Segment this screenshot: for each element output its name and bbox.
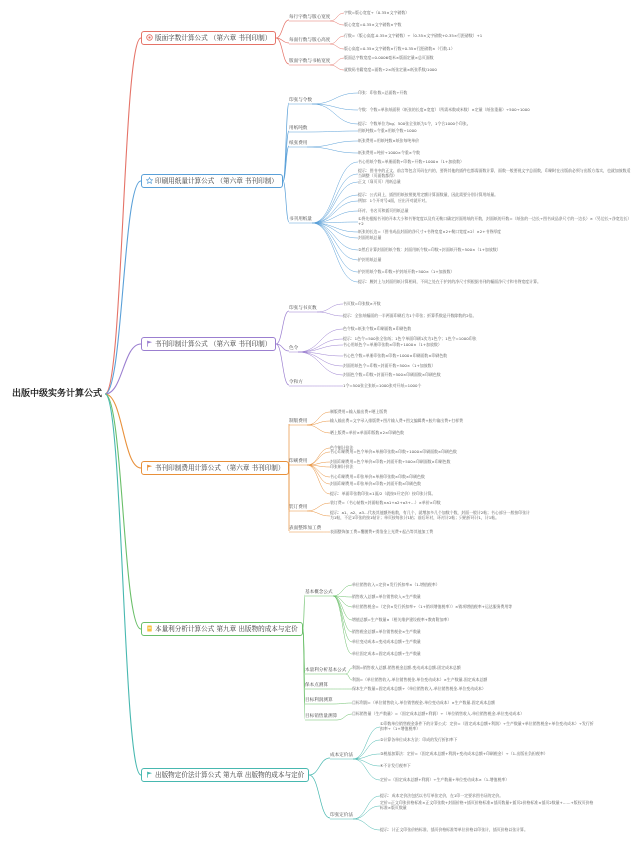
- node-label: ①将先根据书刊的开本大小和书脊宽度以及有无勒口确定封面用纸的开数，封面纸的开数=（纸张的一边长÷图书成品净尺寸的一边长）×（另边长÷净宽边长）+2: [358, 216, 632, 226]
- connector: [307, 141, 358, 147]
- leaf-node[interactable]: [330, 475, 425, 480]
- connector: [105, 38, 141, 394]
- leaf-node[interactable]: [358, 139, 419, 144]
- leaf-node[interactable]: [344, 56, 434, 61]
- node-label: 目标销售量测算: [305, 714, 338, 719]
- node-label: 版面字数计算公式 （第六章 书刊印制）: [155, 34, 272, 42]
- node-label: 制版费用=输入输出费+晒上版费: [330, 408, 388, 414]
- node-label: 印张定价法: [330, 813, 353, 818]
- node-label: 定价=正文印张价格标准×正文印张数+封面价格+插页价格标准×插页数量+插页2价格标准×插页2数量+……+版权页价格标准×版页数量: [380, 800, 594, 810]
- leaf-node[interactable]: [343, 327, 411, 332]
- node-label: 出版中级实务计算公式: [12, 388, 103, 399]
- node-label: 环衬、书名页和插页用纸总量: [358, 207, 409, 213]
- node-label: 封面色令数=印数÷封面开数÷500×印刷面数×印刷色数: [343, 371, 441, 377]
- node-label: 提示：令数单位为kg；500张全张纸为1令，1令合1000个印张。: [358, 120, 471, 126]
- leaf-node[interactable]: [358, 91, 407, 96]
- subsection-node[interactable]: [305, 668, 346, 674]
- node-label: 就数码书籍宽度=面数÷2×纸张定量×纸张系数/1000: [344, 66, 437, 72]
- leaf-node[interactable]: [343, 302, 381, 307]
- leaf-node[interactable]: [352, 652, 421, 657]
- connector: [307, 131, 358, 132]
- subsection-node[interactable]: [289, 526, 321, 532]
- connector: [330, 65, 344, 70]
- leaf-node[interactable]: [343, 354, 447, 359]
- node-label: 1令=500张全张纸=1000张对开纸=1000个: [343, 382, 422, 388]
- connector: [330, 36, 344, 44]
- leaf-node[interactable]: [343, 384, 421, 389]
- leaf-node[interactable]: [380, 801, 595, 811]
- connector: [276, 344, 289, 385]
- leaf-node[interactable]: [344, 47, 455, 52]
- section-node[interactable]: [141, 174, 283, 188]
- leaf-node[interactable]: [358, 122, 471, 127]
- section-node[interactable]: [141, 337, 276, 351]
- connector: [283, 181, 289, 222]
- subsection-node[interactable]: [289, 217, 312, 223]
- node-label: 色令制计价法: [330, 444, 354, 450]
- node-label: 每面行数与版心高度: [289, 38, 331, 43]
- node-label: 书心用纸色令=单册印张数×印数÷1000×（1+加放数）: [343, 341, 442, 347]
- node-label: 出版物定价法计算公式 第九章 出版物的成本与定价: [155, 771, 305, 779]
- node-label: 利润=（单位销售收入-单位销售税金-单位变动成本）×生产数量-固定成本总额: [352, 676, 488, 682]
- subsection-node[interactable]: [289, 346, 298, 352]
- connector: [298, 352, 343, 375]
- node-label: 纸张费用=用纸吨数×纸张每吨单价: [358, 137, 419, 143]
- node-label: 单位变动成本=变动成本总额÷生产数量: [352, 638, 421, 644]
- node-label: 本量利分析基本公式: [305, 668, 347, 673]
- leaf-node[interactable]: [352, 640, 421, 645]
- document-icon: [146, 625, 153, 632]
- subsection-node[interactable]: [289, 380, 303, 386]
- node-label: 增值总额=生产数量×（相关维护建设税率+教育附加率）: [352, 616, 452, 622]
- leaf-node[interactable]: [380, 828, 528, 833]
- connector: [333, 596, 352, 654]
- leaf-node[interactable]: [358, 217, 632, 227]
- connector: [307, 511, 330, 516]
- leaf-node[interactable]: [352, 583, 440, 588]
- leaf-node[interactable]: [380, 794, 503, 799]
- node-label: 行数=（版心高度-0.35×文字磅数）÷（0.35×文字磅数+0.35×行距磅数）+1: [344, 32, 483, 38]
- leaf-node[interactable]: [358, 169, 632, 179]
- node-label: 晒上版费=单价×单面印版数×2×印刷色数: [330, 429, 404, 435]
- subsection-node[interactable]: [305, 714, 337, 720]
- leaf-node[interactable]: [352, 630, 421, 635]
- node-label: 书刊用纸量: [289, 217, 312, 222]
- node-label: 令数：令数=单张纸面积（纸张的长度×宽度）（所需米数或米数）×定量（纸张重量）÷500÷1000: [358, 106, 530, 112]
- node-label: 令和方: [289, 380, 303, 385]
- subsection-node[interactable]: [330, 813, 353, 819]
- leaf-node[interactable]: [358, 160, 464, 165]
- connector: [330, 58, 344, 65]
- node-label: 提示：a1、a2、a3…代表其他额外帖数，有几个，就增加多几个加数个数，封面一般计2帖；书心部分一般按印张计为1帖，不足1印张的按1帖计；单页按每张计1帖；前后环衬，环衬计2帖；只粘折环计1，计1帖。: [330, 510, 530, 520]
- node-label: 利润=销售收入总额-销售税金总额-变动成本总额-固定成本总额: [352, 664, 461, 670]
- node-label: 书心色令数=单册印张数×印数÷1000×印刷面数×印刷色数: [343, 352, 448, 358]
- connector: [312, 162, 358, 223]
- section-node[interactable]: [141, 461, 289, 475]
- connector: [276, 20, 289, 38]
- node-label: 用纸吨数: [289, 126, 308, 131]
- subsection-node[interactable]: [289, 459, 307, 465]
- node-label: 提示：单面印张数印张×1面/2（就按5开定价）按印张计算。: [330, 490, 436, 496]
- connector: [307, 425, 330, 433]
- node-label: 印张与书页数: [289, 306, 317, 311]
- node-label: 销售税金总额=单位销售税金×生产数量: [352, 628, 421, 634]
- connector: [312, 174, 358, 223]
- node-label: 提示：成本定价法包括以书写单张定价，在1印一定要求图书证的定价。: [380, 792, 504, 798]
- leaf-node[interactable]: [343, 364, 435, 369]
- subsection-node[interactable]: [289, 141, 307, 147]
- leaf-node[interactable]: [344, 34, 482, 39]
- leaf-node[interactable]: [380, 722, 595, 732]
- node-label: 销售收入总额=单位销售收入×生产数量: [352, 593, 421, 599]
- connector: [309, 758, 330, 775]
- connector: [353, 759, 380, 766]
- node-label: ④不计发行税率下: [380, 762, 411, 768]
- connector: [312, 223, 358, 282]
- node-label: 版心宽度=0.35×文字磅数×字数: [344, 21, 402, 27]
- connector: [330, 21, 344, 25]
- leaf-node[interactable]: [330, 431, 404, 436]
- node-label: 每行字数与版心宽度: [289, 15, 331, 20]
- leaf-node[interactable]: [358, 151, 420, 156]
- connector: [312, 93, 358, 104]
- connector: [333, 585, 352, 596]
- node-label: 书心用纸令数=单册面数÷印数÷开数÷1000×（1+加放数）: [358, 158, 464, 164]
- leaf-node[interactable]: [330, 410, 387, 415]
- node-label: 书页数=印张数×开数: [343, 300, 381, 306]
- connector: [307, 503, 330, 511]
- section-node[interactable]: [141, 622, 303, 636]
- node-label: 提示：图书中的正文、前言等包含页码在内的，要将其他的插件也都需面数计算，面数一般要视文字总面数，印刷时在出版前必须与出版方落实，也就加放数适当调整（页面数都得）: [358, 168, 631, 178]
- node-label: 书心印刷费用=印张单价×单册印张数×印数×印刷色数: [330, 473, 425, 479]
- connector: [333, 703, 352, 704]
- node-label: 版面总字数宽度=0.0006毫米×版面定量×总页面数: [344, 54, 434, 60]
- leaf-node[interactable]: [330, 450, 457, 455]
- node-label: 装订费用: [289, 505, 308, 510]
- node-label: 封面用纸色令=印数÷封面开数÷500×（1+加放数）: [343, 362, 436, 368]
- subsection-node[interactable]: [289, 126, 307, 132]
- connector: [337, 714, 352, 720]
- connector: [317, 312, 343, 316]
- connector: [330, 13, 344, 21]
- leaf-node[interactable]: [380, 778, 509, 783]
- leaf-node[interactable]: [380, 764, 411, 769]
- connector: [317, 304, 343, 312]
- node-label: 正文（扉页页）用纸总量: [358, 178, 401, 184]
- node-label: 书刊印制费用计算公式 （第六章 书刊印制）: [155, 464, 285, 472]
- subsection-node[interactable]: [289, 419, 307, 425]
- node-label: 封面印刷费用=色令单价×印数÷封面开数÷500×印刷面数×印刷色数: [330, 458, 451, 464]
- flag-icon: [146, 771, 153, 778]
- node-label: 表面整饰加工费=覆膜费+烫箔金上光费+起凸等其他加工费: [330, 528, 434, 534]
- subsection-node[interactable]: [289, 15, 330, 21]
- node-label: 基本概念公式: [305, 590, 333, 595]
- node-label: 装订费=（书心帖数+封面帖数×a1+a2+a3+…）×单价×印数: [330, 499, 441, 505]
- leaf-node[interactable]: [358, 108, 530, 113]
- node-label: 保本点测算: [305, 683, 328, 688]
- leaf-node[interactable]: [352, 605, 512, 610]
- node-label: 印张与令数: [289, 98, 312, 103]
- leaf-node[interactable]: [352, 618, 451, 623]
- node-label: 色令: [289, 346, 299, 351]
- connector: [353, 796, 380, 819]
- node-label: 提示：腰封上与封面用纸计算相同，不同之处在于护封的净尺寸须根据书刊的幅面净尺寸和书脊宽度计算。: [358, 278, 541, 284]
- node-label: 单位销售收入=定价×发行折扣率×（1-增值税率）: [352, 581, 440, 587]
- connector: [276, 311, 289, 344]
- node-label: 纸张费用=吨价÷1000×令重×令数: [358, 149, 420, 155]
- leaf-node[interactable]: [380, 752, 548, 757]
- node-label: 印张制计价法: [330, 463, 354, 469]
- connector: [312, 201, 358, 223]
- connector: [307, 452, 330, 465]
- node-label: 例如：1个开对号4面，应出开对就开对。: [358, 197, 430, 203]
- connector: [353, 819, 380, 830]
- subsection-node[interactable]: [305, 590, 333, 596]
- connector: [276, 38, 289, 64]
- leaf-node[interactable]: [358, 129, 417, 134]
- node-label: 用纸吨数=令重×用纸令数÷1000: [358, 127, 417, 133]
- subsection-node[interactable]: [289, 306, 317, 312]
- node-label: ②计算各单位成本方法：印成的发行折扣率下: [380, 736, 458, 742]
- subsection-node[interactable]: [289, 38, 330, 44]
- node-label: 印张：印张数=总面数÷开数: [358, 89, 408, 95]
- node-label: 定价=（固定成本总额+利润）÷生产数量+单位变动成本×（1-增值税率）: [380, 776, 510, 782]
- node-label: 印刷用纸量计算公式 （第六章 书刊印制）: [155, 177, 278, 185]
- leaf-node[interactable]: [358, 199, 429, 204]
- node-label: 封面用纸总量: [358, 234, 382, 240]
- flag-icon: [146, 340, 153, 347]
- leaf-node[interactable]: [352, 666, 461, 671]
- connector: [333, 596, 352, 620]
- node-label: 目标利润测算: [305, 698, 333, 703]
- node-label: 版面字数与书帖宽度: [289, 59, 331, 64]
- leaf-node[interactable]: [344, 68, 437, 73]
- node-label: 纸张费用: [289, 141, 308, 146]
- subsection-node[interactable]: [305, 698, 333, 704]
- leaf-node[interactable]: [358, 280, 541, 285]
- subsection-node[interactable]: [289, 505, 307, 511]
- node-label: 提示：公式同上，插图用纸按照使用定额计算面数量，因此需要分别计算用纸量。: [358, 191, 499, 197]
- section-node[interactable]: [141, 768, 309, 782]
- leaf-node[interactable]: [344, 11, 409, 16]
- mindmap-root[interactable]: [12, 389, 102, 400]
- subsection-node[interactable]: [330, 753, 353, 759]
- leaf-node[interactable]: [380, 738, 457, 743]
- node-label: 书心印刷费用=色令单价×单册印张数×印数÷1000×印刷面数×印刷色数: [330, 448, 457, 454]
- leaf-node[interactable]: [343, 314, 476, 319]
- leaf-node[interactable]: [330, 501, 441, 506]
- connector: [105, 394, 141, 775]
- subsection-node[interactable]: [289, 59, 330, 65]
- leaf-node[interactable]: [352, 595, 421, 600]
- section-node[interactable]: [141, 31, 276, 45]
- node-label: 单位固定成本=固定成本总额÷生产数量: [352, 650, 421, 656]
- connector: [307, 465, 330, 494]
- leaf-node[interactable]: [330, 465, 353, 470]
- node-label: 表面整饰加工费: [289, 526, 322, 531]
- connector: [312, 223, 358, 250]
- subsection-node[interactable]: [305, 683, 328, 689]
- leaf-node[interactable]: [343, 373, 441, 378]
- subsection-node[interactable]: [289, 98, 312, 104]
- leaf-node[interactable]: [343, 343, 442, 348]
- connector: [307, 465, 330, 484]
- node-label: 纸张的长边=（图书成品封面的净尺寸+书脊宽度×2+勒口宽度×2）×2+书脊厚度: [358, 228, 502, 234]
- connector: [307, 448, 330, 465]
- leaf-node[interactable]: [358, 236, 381, 241]
- node-label: 提示：计正文印张价格标准、插页价格标准等单位价格以印张计，插页价格以张计算。: [380, 826, 528, 832]
- target-icon: [146, 34, 153, 41]
- flag-icon: [146, 464, 153, 471]
- leaf-node[interactable]: [358, 180, 401, 185]
- leaf-node[interactable]: [358, 270, 454, 275]
- connector: [309, 775, 330, 818]
- node-label: 色令数=纸张令数×印刷面数×印刷色数: [343, 325, 412, 331]
- node-label: 字数=版心宽度÷（0.35×文字磅数）: [344, 9, 410, 15]
- node-label: 提示：1色令=500张全张纸；1色令单面印刷1次为1色令；1色令=1000印张: [343, 335, 477, 341]
- node-label: 目标销售量（生产数量）=（固定成本总额+利润）÷（单位销售收入-单位销售税金-单位变动成本）: [352, 710, 525, 716]
- node-label: 目标利润=（单位销售收入-单位销售税金-单位变动成本）×生产数量-固定成本总额: [352, 699, 496, 705]
- leaf-node[interactable]: [358, 258, 381, 263]
- leaf-node[interactable]: [352, 687, 486, 692]
- leaf-node[interactable]: [352, 701, 495, 706]
- node-label: ③税基加算法：定价=（固定成本总额+利润+变动成本总额+印刷税金）÷（1-出版社负担税率）: [380, 750, 548, 756]
- leaf-node[interactable]: [358, 248, 501, 253]
- node-label: ②然后计算封面用纸令数：封面用纸令数=印数÷封面纸开数÷500×（1+加放数）: [358, 246, 501, 252]
- leaf-node[interactable]: [330, 419, 463, 424]
- node-label: ①印数单位销售税金条件下的计算公式：定价=（固定成本总额+利润）÷生产数量+单位销售税金+单位变动成本）÷发行折扣率÷（1+增值税率）: [380, 721, 594, 731]
- node-label: 单位销售税金=（定价×发行折扣率÷（1+销项增值税率））×销项增值税率+运达服务费用等: [352, 603, 513, 609]
- node-label: 护封用纸总量: [358, 256, 382, 262]
- node-label: 输入输出费=文字录入排版费+图片输入费+图文编辑费+胶片输出费+打样费: [330, 417, 464, 423]
- leaf-node[interactable]: [330, 482, 421, 487]
- connector: [353, 759, 380, 780]
- connector: [105, 394, 141, 468]
- node-label: 提示：全张纸幅面的一半两面印刷后为1个印张；折算系数是开数除数的2倍。: [343, 312, 477, 318]
- node-label: 印刷费用: [289, 459, 308, 464]
- node-label: 本量利分析计算公式 第九章 出版物的成本与定价: [155, 625, 298, 633]
- connector: [330, 44, 344, 49]
- node-label: 制版费用: [289, 419, 308, 424]
- node-label: 封面印刷费用=印张单价×印数÷封面开数×印刷色数: [330, 480, 421, 486]
- leaf-node[interactable]: [330, 492, 435, 497]
- star-icon: [146, 177, 153, 184]
- connector: [307, 147, 358, 153]
- leaf-node[interactable]: [352, 678, 487, 683]
- leaf-node[interactable]: [330, 511, 530, 521]
- node-label: 书刊印制计算公式 （第六章 书刊印制）: [155, 340, 272, 348]
- leaf-node[interactable]: [358, 209, 409, 214]
- leaf-node[interactable]: [352, 712, 524, 717]
- node-label: 护封用纸令数=印数÷护封纸开数÷500×（1+加放数）: [358, 268, 455, 274]
- node-label: 保本生产数量=固定成本总额÷（单位销售收入-单位销售税金-单位变动成本）: [352, 685, 486, 691]
- connector: [303, 595, 305, 629]
- connector: [312, 223, 358, 260]
- connector: [312, 195, 358, 223]
- node-label: 成本定价法: [330, 753, 353, 758]
- node-label: 版心高度=0.35×文字磅数×行数+0.35×行距磅数×（行数-1）: [344, 45, 455, 51]
- leaf-node[interactable]: [330, 530, 433, 535]
- leaf-node[interactable]: [344, 23, 401, 28]
